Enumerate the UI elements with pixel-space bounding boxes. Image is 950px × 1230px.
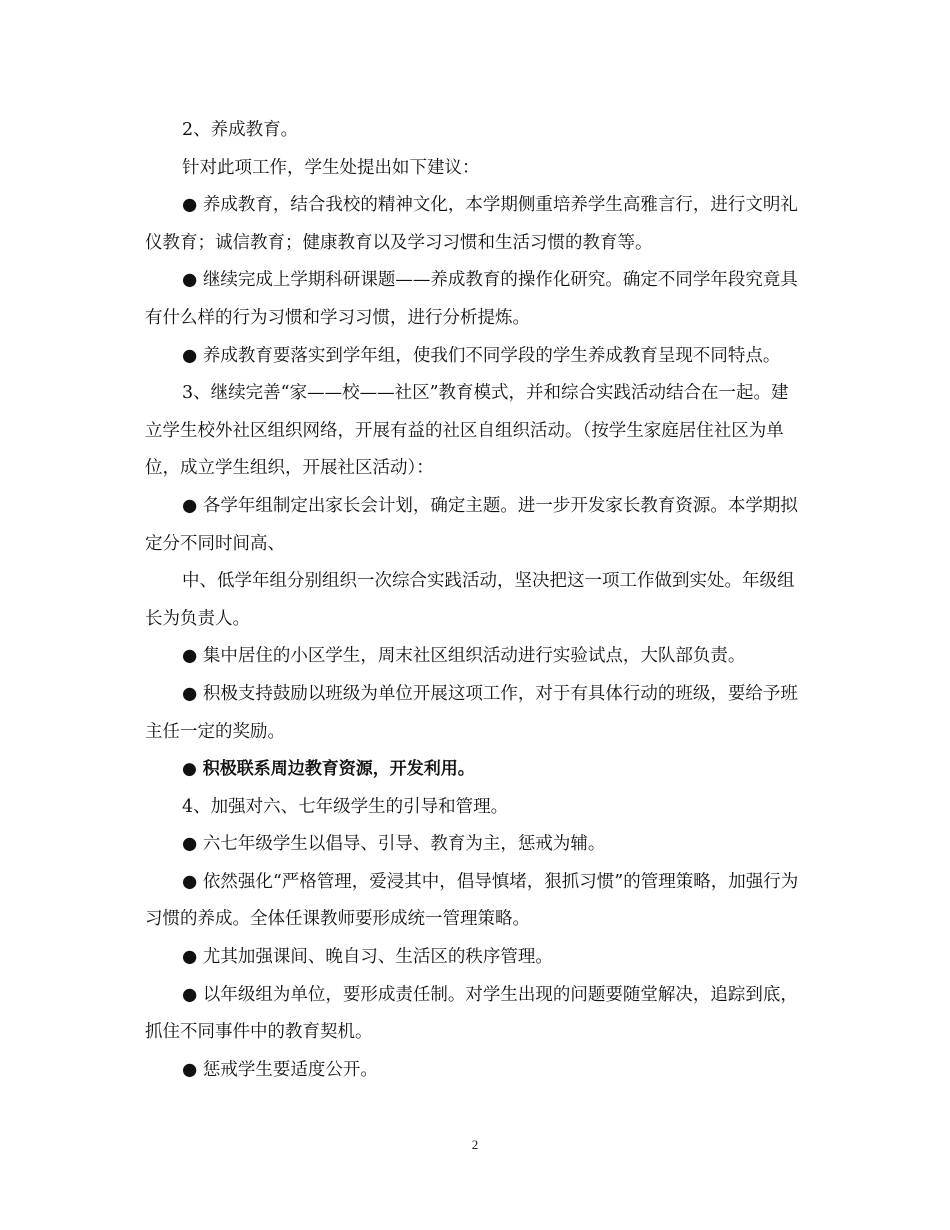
bullet-item: ● 依然强化“严格管理，爱浸其中，倡导慎堵，狠抓习惯”的管理策略，加强行为习惯的养成。全体任课教师要形成统一管理策略。 (145, 871, 799, 930)
paragraph: 中、低学年组分别组织一次综合实践活动，坚决把这一项工作做到实处。年级组长为负责人。 (145, 571, 795, 629)
paragraph: 针对此项工作，学生处提出如下建议： (182, 157, 480, 178)
bullet-item: ● 惩戒学生要适度公开。 (182, 1059, 378, 1080)
bullet-item: ● 集中居住的小区学生，周末社区组织活动进行实验试点，大队部负责。 (182, 646, 746, 667)
section-heading-4: 4、加强对六、七年级学生的引导和管理。 (182, 796, 509, 817)
bullet-item-bold: ● 积极联系周边教育资源，开发利用。 (182, 759, 475, 780)
section-heading-3: 3、继续完善“家——校——社区”教育模式，并和综合实践活动结合在一起。建立学生校外社区组织网络，开展有益的社区自组织活动。（按学生家庭居住社区为单位，成立学生组织，开展社区活动）： (145, 383, 789, 479)
bullet-item: ● 养成教育要落实到学年组，使我们不同学段的学生养成教育呈现不同特点。 (182, 345, 781, 366)
document-body (145, 112, 805, 1089)
bullet-item: ● 各学年组制定出家长会计划，确定主题。进一步开发家长教育资源。本学期拟定分不同时间高、 (145, 495, 798, 554)
page-number: 2 (471, 1137, 479, 1152)
bullet-item: ● 以年级组为单位，要形成责任制。对学生出现的问题要随堂解决，追踪到底，抓住不同事件中的教育契机。 (145, 984, 798, 1043)
bullet-item: ● 继续完成上学期科研课题——养成教育的操作化研究。确定不同学年段究竟具有什么样的行为习惯和学习习惯，进行分析提炼。 (145, 270, 798, 328)
bullet-item: ● 养成教育，结合我校的精神文化，本学期侧重培养学生高雅言行，进行文明礼仪教育；诚信教育；健康教育以及学习习惯和生活习惯的教育等。 (145, 195, 798, 253)
bullet-item: ● 积极支持鼓励以班级为单位开展这项工作，对于有具体行动的班级，要给予班主任一定的奖励。 (145, 683, 798, 742)
bullet-item: ● 六七年级学生以倡导、引导、教育为主，惩戒为辅。 (182, 834, 606, 855)
section-heading-2: 2、养成教育。 (182, 120, 299, 140)
bullet-item: ● 尤其加强课间、晚自习、生活区的秩序管理。 (182, 947, 553, 968)
